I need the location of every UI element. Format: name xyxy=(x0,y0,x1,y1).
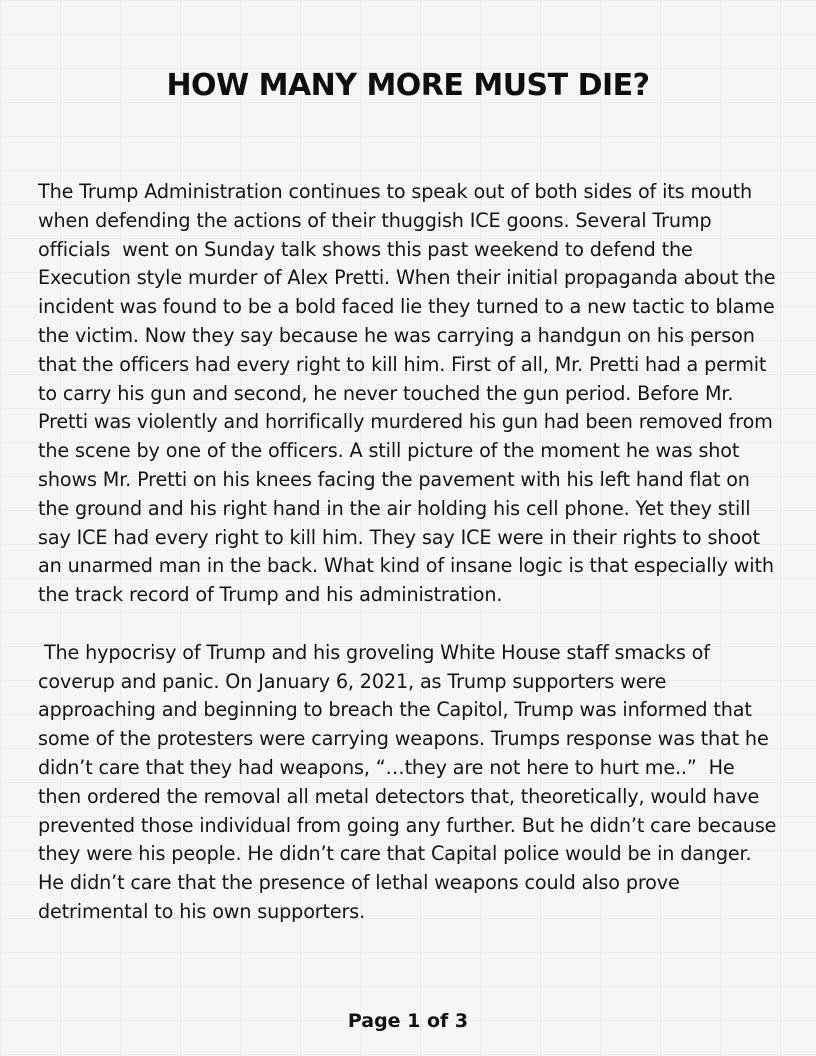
body-text xyxy=(38,178,783,927)
page-title: HOW MANY MORE MUST DIE? xyxy=(166,68,650,103)
page-number: Page 1 of 3 xyxy=(347,1010,469,1032)
paragraph-2: The hypocrisy of Trump and his groveling White House staff smacks of coverup and panic. On January 6, 2021, as Trump supporters were approaching and beginning to breach the Capitol, Trump was informed that some of the protesters were carrying weapons. Trumps response was that he didn’t care that they had weapons, “…they are not here to hurt me..” He then ordered the removal all metal detectors that, theoretically, would have prevented those individual from going any further. But he didn’t care because they were his people. He didn’t care that Capital police would be in danger. He didn’t care that the presence of lethal weapons could also prove detrimental to his own supporters. xyxy=(38,640,783,923)
paragraph-1: The Trump Administration continues to speak out of both sides of its mouth when defending the actions of their thuggish ICE goons. Several Trump officials went on Sunday talk shows this past weekend to defend the Execution style murder of Alex Pretti. When their initial propaganda about the incident was found to be a bold faced lie they turned to a new tactic to blame the victim. Now they say because he was carrying a handgun on his person that the officers had every right to kill him. First of all, Mr. Pretti had a permit to carry his gun and second, he never touched the gun period. Before Mr. Pretti was violently and horrifically murdered his gun had been removed from the scene by one of the officers. A still picture of the moment he was shot shows Mr. Pretti on his knees facing the pavement with his left hand flat on the ground and his right hand in the air holding his cell phone. Yet they still say ICE had every right to kill him. They say ICE were in their rights to shoot an unarmed man in the back. What kind of insane logic is that especially with the track record of Trump and his administration. xyxy=(38,180,782,607)
